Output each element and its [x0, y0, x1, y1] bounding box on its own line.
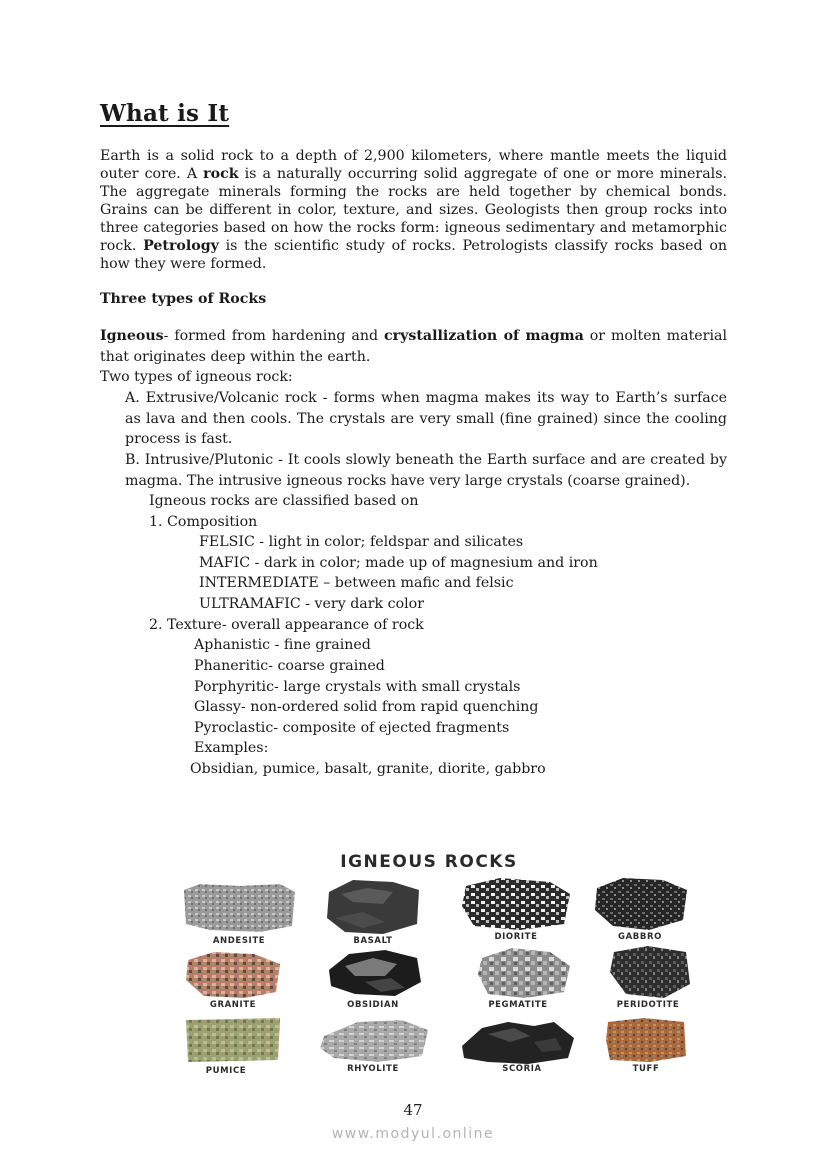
composition-item: ULTRAMAFIC - very dark color [199, 596, 424, 612]
rock-label: DIORITE [494, 932, 538, 942]
tuff-image [604, 1016, 688, 1064]
rock-label: TUFF [632, 1064, 660, 1074]
rock-label: PEGMATITE [488, 1000, 548, 1010]
gabbro-image [593, 876, 689, 932]
texture-item: Aphanistic - fine grained [194, 637, 371, 653]
term-igneous: Igneous [100, 328, 164, 344]
igneous-rocks-figure [170, 848, 710, 1080]
igneous-def-text-2: or molten material that originates deep within the earth. [100, 328, 727, 365]
page-number: 47 [403, 1101, 423, 1119]
term-petrology: Petrology [143, 238, 219, 254]
term-rock: rock [203, 166, 239, 182]
rhyolite-image [318, 1018, 430, 1064]
term-crystallization: crystallization of magma [384, 328, 584, 344]
texture-item: Glassy- non-ordered solid from rapid quenching [194, 699, 539, 715]
intro-paragraph [100, 147, 727, 273]
basalt-image [323, 878, 423, 936]
rock-label: OBSIDIAN [347, 1000, 399, 1010]
rock-label: SCORIA [502, 1064, 542, 1074]
intrusive-item: B. Intrusive/Plutonic - It cools slowly beneath the Earth surface and are created by magma. The intrusive igneous rocks have very large crystals (coarse grained). [125, 452, 727, 489]
watermark: www.modyul.online [331, 1126, 495, 1142]
igneous-def-text-1: - formed from hardening and [163, 328, 384, 344]
pegmatite-image [476, 946, 572, 1000]
intro-text-3: is the scientific study of rocks. Petrologists classify rocks based on how they were formed. [100, 238, 727, 272]
extrusive-item: A. Extrusive/Volcanic rock - forms when magma makes its way to Earth’s surface as lava and then cools. The crystals are very small (fine grained) since the cooling process is fast. [125, 390, 727, 448]
rock-label: GRANITE [209, 1000, 257, 1010]
rock-label: BASALT [353, 936, 393, 946]
classified-line: Igneous rocks are classified based on [149, 493, 419, 509]
igneous-definition [100, 326, 727, 367]
rock-label: RHYOLITE [347, 1064, 399, 1074]
figure-title: IGNEOUS ROCKS [340, 852, 518, 872]
rock-label: GABBRO [618, 932, 662, 942]
composition-item: FELSIC - light in color; feldspar and silicates [199, 534, 524, 550]
texture-heading: 2. Texture- overall appearance of rock [149, 617, 424, 633]
texture-item: Porphyritic- large crystals with small crystals [194, 679, 521, 695]
intro-text-2: is a naturally occurring solid aggregate of one or more minerals. The aggregate minerals forming the rocks are held together by chemical bonds. Grains can be different in color, texture, and sizes. Geologists then group rocks into three categories based on how the rocks form: igneous sedimentary and metamorphic rock. [100, 166, 727, 254]
examples-line: Obsidian, pumice, basalt, granite, diorite, gabbro [190, 761, 546, 777]
intro-text-1: Earth is a solid rock to a depth of 2,900 kilometers, where mantle meets the liquid outer core. A [100, 148, 727, 182]
two-types-line: Two types of igneous rock: [100, 369, 293, 385]
andesite-image [180, 882, 298, 934]
texture-item: Phaneritic- coarse grained [194, 658, 385, 674]
pumice-image [184, 1016, 282, 1064]
diorite-image [460, 876, 572, 932]
texture-item: Pyroclastic- composite of ejected fragments [194, 720, 510, 736]
rock-label: PERIDOTITE [616, 1000, 680, 1010]
page-title: What is It [100, 100, 230, 127]
texture-item: Examples: [194, 740, 269, 756]
composition-heading: 1. Composition [149, 514, 258, 530]
peridotite-image [608, 944, 692, 1000]
granite-image [184, 950, 282, 1000]
composition-item: INTERMEDIATE – between mafic and felsic [199, 575, 514, 591]
rock-label: PUMICE [205, 1066, 247, 1076]
rock-label: ANDESITE [212, 936, 266, 946]
obsidian-image [325, 948, 425, 998]
composition-item: MAFIC - dark in color; made up of magnesium and iron [199, 555, 598, 571]
scoria-image [458, 1018, 576, 1064]
section-heading: Three types of Rocks [100, 291, 267, 307]
